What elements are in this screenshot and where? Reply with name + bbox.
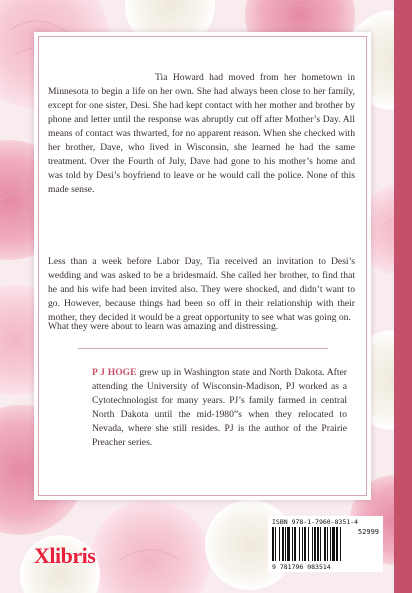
spine-accent-strip (394, 0, 412, 593)
description-paragraph: What they were about to learn was amazing and distressing. (48, 321, 279, 332)
isbn-barcode (268, 516, 383, 572)
author-name: P J HOGE (92, 367, 137, 378)
price-code: 52999 (357, 528, 379, 536)
barcode-digits: 9 781796 083514 (272, 563, 331, 571)
isbn-label: ISBN 978-1-7960-8351-4 (272, 518, 359, 526)
description-paragraph: Less than a week before Labor Day, Tia received an invitation to Desi’s wedding and was asked to be a bridesmaid. She called her brother, to find that he and his wife had been invited also. They were shocked, and didn’t want to go. However, because things had been so off in their relationship with their mother, they decided it would be a great opportunity to see what was going on. (48, 256, 355, 323)
author-bio (92, 366, 347, 450)
text-panel (34, 32, 371, 500)
author-bio-text: grew up in Washington state and North Dakota. After attending the University of Wisconsin-Madison, PJ worked as a Cytotechnologist for many years. PJ’s family farmed in central North Dakota until the mid-1980”s when they relocated to Nevada, where she still resides. PJ is the author of the Prairie Preacher series. (92, 367, 347, 448)
barcode-bars (272, 527, 352, 563)
divider (78, 348, 328, 349)
publisher-logo: Xlibris (34, 543, 96, 568)
description-paragraph: Tia Howard had moved from her hometown in Minnesota to begin a life on her own. She had always been close to her family, except for one sister, Desi. She had kept contact with her mother and brother by phone and letter until the response was abruptly cut off after Mother’s Day. All means of contact was thwarted, for no apparent reason. When she checked with her brother, Dave, who lived in Wisconsin, she learned he had the same treatment. Over the Fourth of July, Dave had gone to his mother’s home and was told by Desi’s boyfriend to leave or he would call the police. None of this made sense. (48, 72, 355, 195)
